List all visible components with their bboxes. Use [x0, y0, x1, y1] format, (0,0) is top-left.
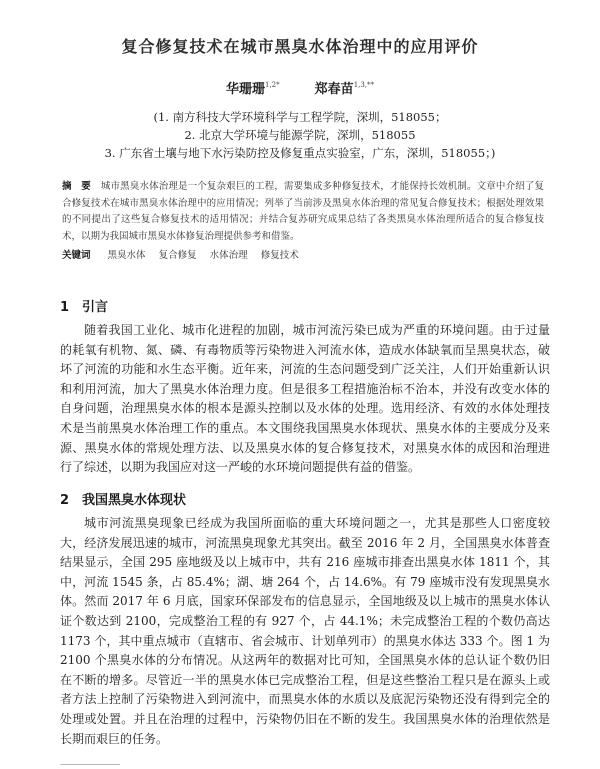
keyword: 水体治理: [209, 250, 248, 261]
footnote-divider: [60, 764, 120, 765]
abstract-label: 摘 要: [62, 181, 91, 192]
author-name: 华珊珊: [225, 82, 265, 97]
affiliation-line: 3. 广东省土壤与地下水污染防控及修复重点实验室，广东，深圳，518055；): [104, 146, 496, 160]
author-name: 郑春苗: [314, 82, 354, 97]
section-title: 我国黑臭水体现状: [82, 493, 187, 508]
author-affiliation-marker: 1,3,**: [353, 81, 375, 89]
section-heading: [60, 489, 186, 508]
affiliation-line: 2. 北京大学环境与能源学院，深圳，518055: [184, 128, 416, 142]
author-affiliation-marker: 1,2*: [264, 81, 280, 89]
abstract-text: 城市黑臭水体治理是一个复杂艰巨的工程，需要集成多种修复技术，才能保持长效机制。文章中介绍了复合修复技术在城市黑臭水体治理中的应用情况；列举了当前涉及黑臭水体治理的常见复合修复技术；根据处理效果的不同提出了这些复合修复技术的适用情况；并结合复苏研究成果总结了各类黑臭水体治理所适合的复合修复技术，以期为我国城市黑臭水体修复治理提供参考和借鉴。: [62, 181, 544, 242]
body-paragraph: 随着我国工业化、城市化进程的加剧，城市河流污染已成为严重的环境问题。由于过量的耗氧有机物、氮、磷、有毒物质等污染物进入河流水体，造成水体缺氧而呈黑臭状态，破坏了河流的功能和水生态平衡。近年来，河流的生态问题受到广泛关注，人们开始重新认识和利用河流，加大了黑臭水体治理力度。但是很多工程措施治标不治本，并没有改变水体的自身问题，治理黑臭水体的根本是源头控制以及水体的处理。选用经济、有效的水体处理技术是当前黑臭水体治理工作的重点。本文围绕我国黑臭水体现状、黑臭水体的主要成分及来源、黑臭水体的常规处理方法、以及黑臭水体的复合修复技术，对黑臭水体的成因和治理进行了综述，以期为我国应对这一严峻的水环境问题提供有益的借鉴。: [60, 323, 550, 475]
keyword: 黑臭水体: [107, 250, 146, 261]
body-paragraph: 城市河流黑臭现象已经成为我国所面临的重大环境问题之一，尤其是那些人口密度较大，经济发展迅速的城市，河流黑臭现象尤其突出。截至 2016 年 2 月，全国黑臭水体普查结果显示，全国 295 座地级及以上城市中，共有 216 座城市排查出黑臭水体 1811 个，其中，河流 1545 条，占 85.4%；湖、塘 264 个，占 14.6%。有 79 座城市没有发现黑臭水体。然而 2017 年 6 月底，国家环保部发布的信息显示，全国地级及以上城市的黑臭水体认证个数达到 2100，完成整治工程的有 927 个，占 44.1%；未完成整治工程的个数仍高达 1173 个，其中重点城市（直辖市、省会城市、计划单列市）的黑臭水体达 333 个。图 1 为 2100 个黑臭水体的分布情况。从这两年的数据对比可知，全国黑臭水体的总认证个数仍旧在不断的增多。尽管近一半的黑臭水体已完成整治工程，但是这些整治工程只是在源头上或者方法上控制了污染物进入到河流中，而黑臭水体的水质以及底泥污染物还没有得到完全的处理或处置。并且在治理的过程中，污染物仍旧在不断的发生。我国黑臭水体的治理依然是长期而艰巨的任务。: [60, 516, 550, 746]
keywords-label: 关键词: [62, 250, 91, 261]
keywords: [62, 247, 544, 261]
section-number: 2: [60, 493, 70, 508]
keyword: 复合修复: [158, 250, 197, 261]
affiliation-line: (1. 南方科技大学环境科学与工程学院，深圳，518055；: [153, 110, 447, 124]
abstract: [62, 179, 544, 245]
paper-title: 复合修复技术在城市黑臭水体治理中的应用评价: [121, 37, 479, 56]
keyword: 修复技术: [260, 250, 299, 261]
author-line: [0, 78, 600, 97]
section-title: 引言: [82, 300, 109, 315]
section-number: 1: [60, 300, 70, 315]
section-heading: [60, 296, 108, 315]
